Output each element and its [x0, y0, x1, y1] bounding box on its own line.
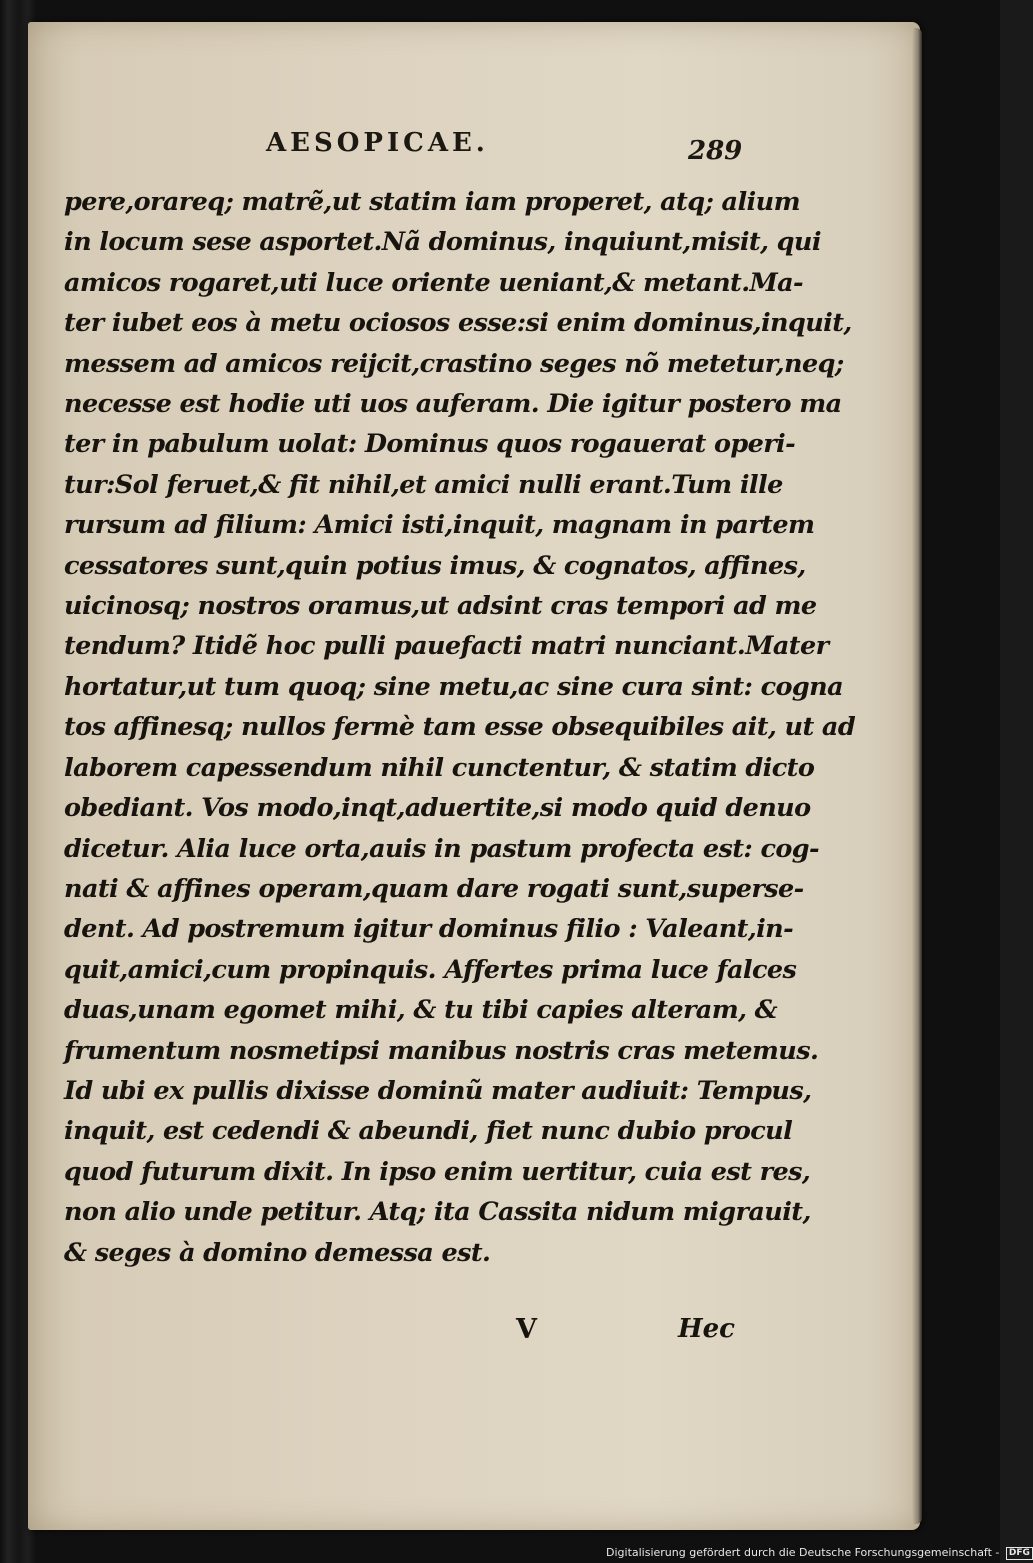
dfg-logo-icon: DFG [1006, 1547, 1033, 1560]
text-line: Id ubi ex pullis dixisse dominũ mater audiuit: Tempus, [64, 1075, 812, 1106]
text-line: & seges à domino demessa est. [64, 1237, 491, 1268]
page-number: 289 [688, 136, 743, 166]
text-line: uicinosq; nostros oramus,ut adsint cras tempori ad me [64, 591, 817, 622]
text-line: tos affinesq; nullos fermè tam esse obsequibiles ait, ut ad [64, 712, 856, 743]
text-line: messem ad amicos reijcit,crastino seges nõ metetur,neq; [64, 348, 844, 379]
text-line: ter in pabulum uolat: Dominus quos rogauerat operi- [64, 429, 796, 460]
text-line: tur:Sol feruet,& fit nihil,et amici nulli erant.Tum ille [64, 469, 783, 500]
text-line: obediant. Vos modo,inqt,aduertite,si modo quid denuo [64, 793, 811, 824]
text-line: rursum ad filium: Amici isti,inquit, magnam in partem [64, 510, 815, 541]
signature-mark: V [516, 1314, 537, 1345]
text-line: necesse est hodie uti uos auferam. Die igitur postero ma [64, 389, 842, 420]
text-line: non alio unde petitur. Atq; ita Cassita nidum migrauit, [64, 1197, 811, 1228]
text-line: in locum sese asportet.Nã dominus, inquiunt,misit, qui [64, 227, 821, 258]
book-page [28, 22, 920, 1530]
digitization-credit [606, 1546, 1033, 1560]
text-line: hortatur,ut tum quoq; sine metu,ac sine cura sint: cogna [64, 671, 844, 702]
text-line: nati & affines operam,quam dare rogati sunt,superse- [64, 873, 804, 904]
body-text [64, 182, 856, 1273]
text-line: amicos rogaret,uti luce oriente ueniant,& metant.Ma- [64, 267, 804, 298]
text-line: inquit, est cedendi & abeundi, fiet nunc dubio procul [64, 1116, 793, 1147]
text-line: quit,amici,cum propinquis. Affertes prima luce falces [64, 954, 797, 985]
text-line: quod futurum dixit. In ipso enim uertitur, cuia est res, [64, 1156, 811, 1187]
text-line: ter iubet eos à metu ociosos esse:si enim dominus,inquit, [64, 308, 852, 339]
text-line: duas,unam egomet mihi, & tu tibi capies alteram, & [64, 995, 778, 1026]
catchword: Hec [678, 1314, 735, 1344]
text-line: dent. Ad postremum igitur dominus filio : Valeant,in- [64, 914, 794, 945]
running-head: AESOPICAE. [266, 128, 489, 158]
text-line: tendum? Itidẽ hoc pulli pauefacti matri nunciant.Mater [64, 631, 829, 662]
text-line: frumentum nosmetipsi manibus nostris cras metemus. [64, 1035, 819, 1066]
text-line: cessatores sunt,quin potius imus, & cognatos, affines, [64, 550, 806, 581]
text-line: pere,orareq; matrẽ,ut statim iam properet, atq; alium [64, 187, 800, 217]
text-line: laborem capessendum nihil cunctentur, & statim dicto [64, 752, 815, 783]
page-edge [912, 28, 922, 1524]
credit-text: Digitalisierung gefördert durch die Deutsche Forschungsgemeinschaft - [606, 1546, 1000, 1559]
text-line: dicetur. Alia luce orta,auis in pastum profecta est: cog- [64, 833, 820, 864]
